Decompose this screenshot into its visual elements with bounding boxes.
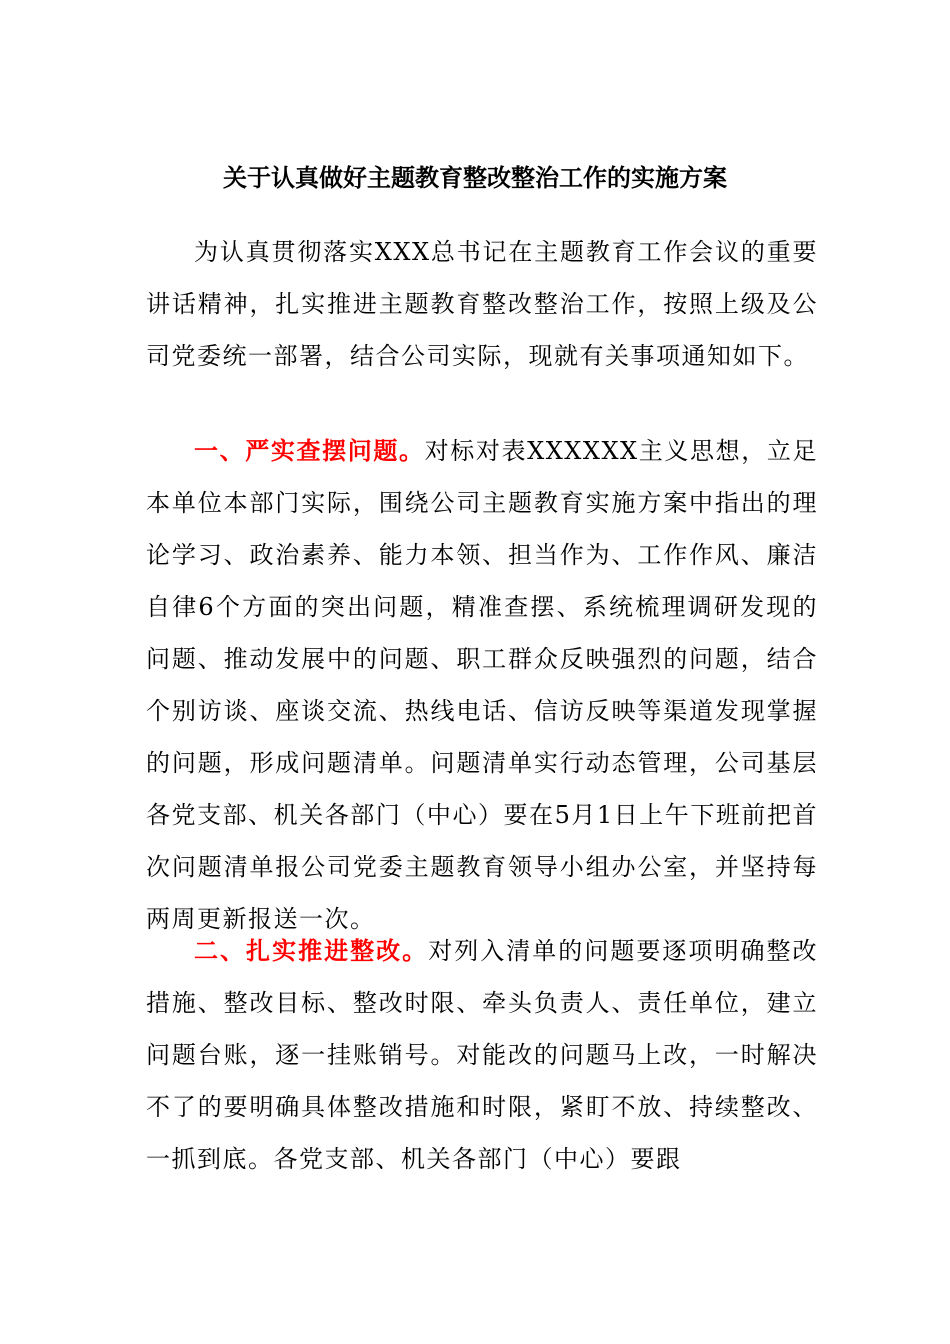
section-text-2: 对列入清单的问题要逐项明确整改措施、整改目标、整改时限、牵头负责人、责任单位，建立问题台账，逐一挂账销号。对能改的问题马上改，一时解决不了的要明确具体整改措施和时限，紧盯不放、持续整改、一抓到底。各党支部、机关各部门（中心）要跟	[146, 937, 819, 1173]
section-text-1: 对标对表XXXXXX主义思想，立足本单位本部门实际，围绕公司主题教育实施方案中指出的理论学习、政治素养、能力本领、担当作为、工作作风、廉洁自律6个方面的突出问题，精准查摆、系统梳理调研发现的问题、推动发展中的问题、职工群众反映强烈的问题，结合个别访谈、座谈交流、热线电话、信访反映等渠道发现掌握的问题，形成问题清单。问题清单实行动态管理，公司基层各党支部、机关各部门（中心）要在5月1日上午下班前把首次问题清单报公司党委主题教育领导小组办公室，并坚持每两周更新报送一次。	[146, 437, 819, 933]
intro-paragraph: 为认真贯彻落实XXX总书记在主题教育工作会议的重要讲话精神，扎实推进主题教育整改整治工作，按照上级及公司党委统一部署，结合公司实际，现就有关事项通知如下。	[146, 238, 818, 370]
section-heading-2: 二、扎实推进整改。	[194, 936, 429, 965]
section-paragraph-2	[146, 925, 818, 1185]
document-title: 关于认真做好主题教育整改整治工作的实施方案	[223, 163, 727, 192]
section-heading-1: 一、严实查摆问题。	[194, 436, 425, 465]
section-paragraph-1	[146, 425, 818, 945]
